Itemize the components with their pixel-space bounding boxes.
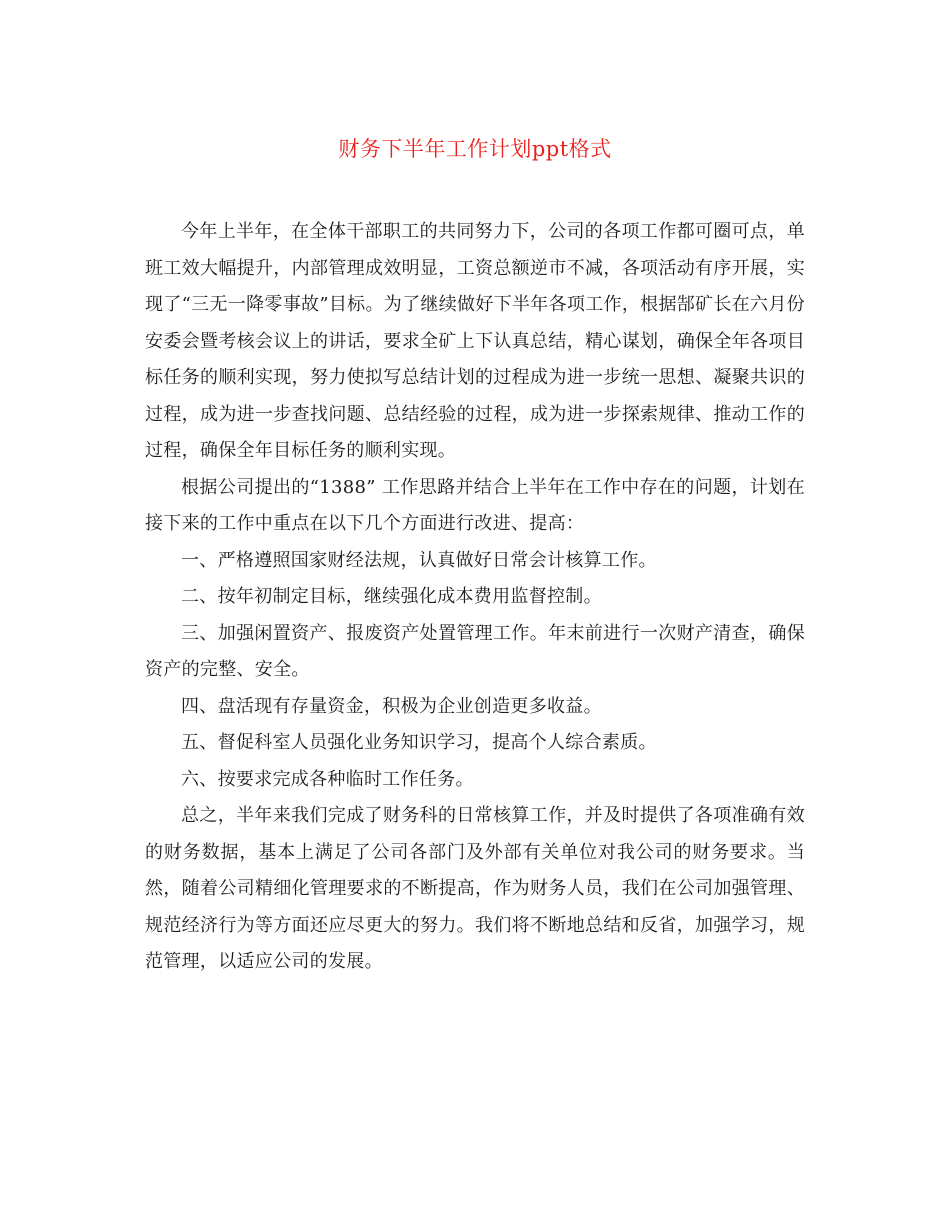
paragraph-conclusion: 总之，半年来我们完成了财务科的日常核算工作，并及时提供了各项准确有效的财务数据，基本上满足了公司各部门及外部有关单位对我公司的财务要求。当然，随着公司精细化管理要求的不断提高，作为财务人员，我们在公司加强管理、规范经济行为等方面还应尽更大的努力。我们将不断地总结和反省，加强学习，规范管理，以适应公司的发展。 — [145, 805, 805, 972]
plan-item-5: 五、督促科室人员强化业务知识学习，提高个人综合素质。 — [181, 732, 657, 753]
paragraph-intro: 今年上半年，在全体干部职工的共同努力下，公司的各项工作都可圈可点，单班工效大幅提升，内部管理成效明显，工资总额逆市不减，各项活动有序开展，实现了“三无一降零事故”目标。为了继续做好下半年各项工作，根据郜矿长在六月份安委会暨考核会议上的讲话，要求全矿上下认真总结，精心谋划，确保全年各项目标任务的顺利实现，努力使拟写总结计划的过程成为进一步统一思想、凝聚共识的过程，成为进一步查找问题、总结经验的过程，成为进一步探索规律、推动工作的过程，确保全年目标任务的顺利实现。 — [145, 221, 805, 461]
plan-item-6: 六、按要求完成各种临时工作任务。 — [181, 768, 474, 790]
plan-item-1: 一、严格遵照国家财经法规，认真做好日常会计核算工作。 — [181, 549, 657, 571]
document-title: 财务下半年工作计划ppt格式 — [338, 137, 612, 161]
document-body — [145, 214, 805, 981]
paragraph-plan-lead: 根据公司提出的“1388” 工作思路并结合上半年在工作中存在的问题，计划在接下来的工作中重点在以下几个方面进行改进、提高： — [145, 476, 805, 534]
plan-item-3: 三、加强闲置资产、报废资产处置管理工作。年末前进行一次财产清查，确保资产的完整、安全。 — [145, 622, 805, 680]
plan-item-2: 二、按年初制定目标，继续强化成本费用监督控制。 — [181, 586, 602, 607]
plan-item-4: 四、盘活现有存量资金，积极为企业创造更多收益。 — [181, 695, 602, 717]
